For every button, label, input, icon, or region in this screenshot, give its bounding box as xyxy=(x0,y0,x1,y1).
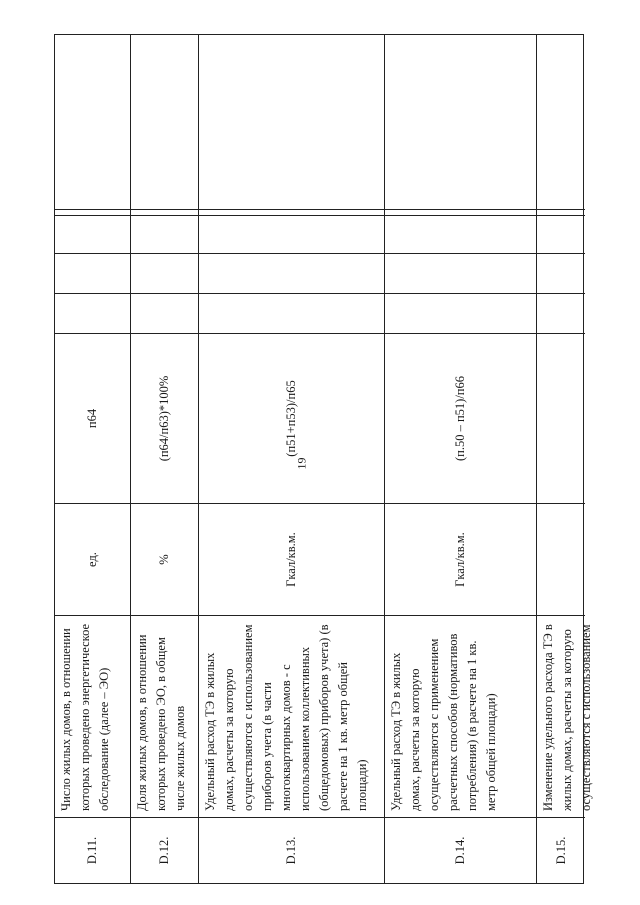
page-number: 19 xyxy=(294,457,309,470)
table-row xyxy=(385,35,537,883)
empty-cell xyxy=(131,253,198,293)
empty-cell xyxy=(537,33,585,209)
empty-cell xyxy=(385,33,536,209)
row-name: Доля жилых домов, в отношении которых проведено ЭО, в общем числе жилых домов xyxy=(131,615,198,817)
table-row xyxy=(55,35,131,883)
empty-cell xyxy=(199,293,384,333)
empty-cell xyxy=(131,33,198,209)
row-code: D.15. xyxy=(537,817,585,883)
empty-cell xyxy=(199,209,384,215)
empty-cell xyxy=(199,33,384,209)
row-formula xyxy=(537,333,585,503)
row-code: D.12. xyxy=(131,817,198,883)
indicator-table xyxy=(54,34,593,884)
row-name: Удельный расход ТЭ в жилых домах, расчеты за которую осуществляются с использованием приборов учета (в части многоквартирных домов - с использованием коллективных (общедомовых) приборов учета) (в расчете на 1 кв. метр общей площади) xyxy=(199,615,384,817)
row-formula: (п.50 – п51)/п66 xyxy=(385,333,536,503)
row-name: Изменение удельного расхода ТЭ в жилых домах, расчеты за которую осуществляются с использованием xyxy=(537,615,585,817)
row-name: Число жилых домов, в отношении которых проведено энергетическое обследование (далее – ЭО) xyxy=(55,615,130,817)
indicator-table-wrapper xyxy=(54,34,593,884)
row-unit: % xyxy=(131,503,198,615)
empty-cell xyxy=(385,293,536,333)
empty-cell xyxy=(55,209,130,215)
empty-cell xyxy=(385,253,536,293)
table-row xyxy=(537,35,593,883)
row-formula: (п51+п53)/п65 xyxy=(199,333,384,503)
empty-cell xyxy=(199,215,384,253)
row-unit: ед. xyxy=(55,503,130,615)
empty-cell xyxy=(199,253,384,293)
table-row xyxy=(131,35,199,883)
row-name: Удельный расход ТЭ в жилых домах, расчеты за которую осуществляются с применением расчетных способов (нормативов потребления) (в расчете на 1 кв. метр общей площади) xyxy=(385,615,536,817)
empty-cell xyxy=(537,215,585,253)
row-code: D.11. xyxy=(55,817,130,883)
row-formula: п64 xyxy=(55,333,130,503)
row-code: D.13. xyxy=(199,817,384,883)
row-unit xyxy=(537,503,585,615)
empty-cell xyxy=(537,253,585,293)
row-formula: (п64/п63)*100% xyxy=(131,333,198,503)
empty-cell xyxy=(55,215,130,253)
empty-cell xyxy=(55,293,130,333)
table-row xyxy=(199,35,385,883)
empty-cell xyxy=(55,33,130,209)
empty-cell xyxy=(131,215,198,253)
empty-cell xyxy=(131,209,198,215)
empty-cell xyxy=(385,209,536,215)
row-code: D.14. xyxy=(385,817,536,883)
row-unit: Гкал/кв.м. xyxy=(385,503,536,615)
empty-cell xyxy=(385,215,536,253)
empty-cell xyxy=(537,209,585,215)
empty-cell xyxy=(131,293,198,333)
empty-cell xyxy=(55,253,130,293)
row-unit: Гкал/кв.м. xyxy=(199,503,384,615)
empty-cell xyxy=(537,293,585,333)
